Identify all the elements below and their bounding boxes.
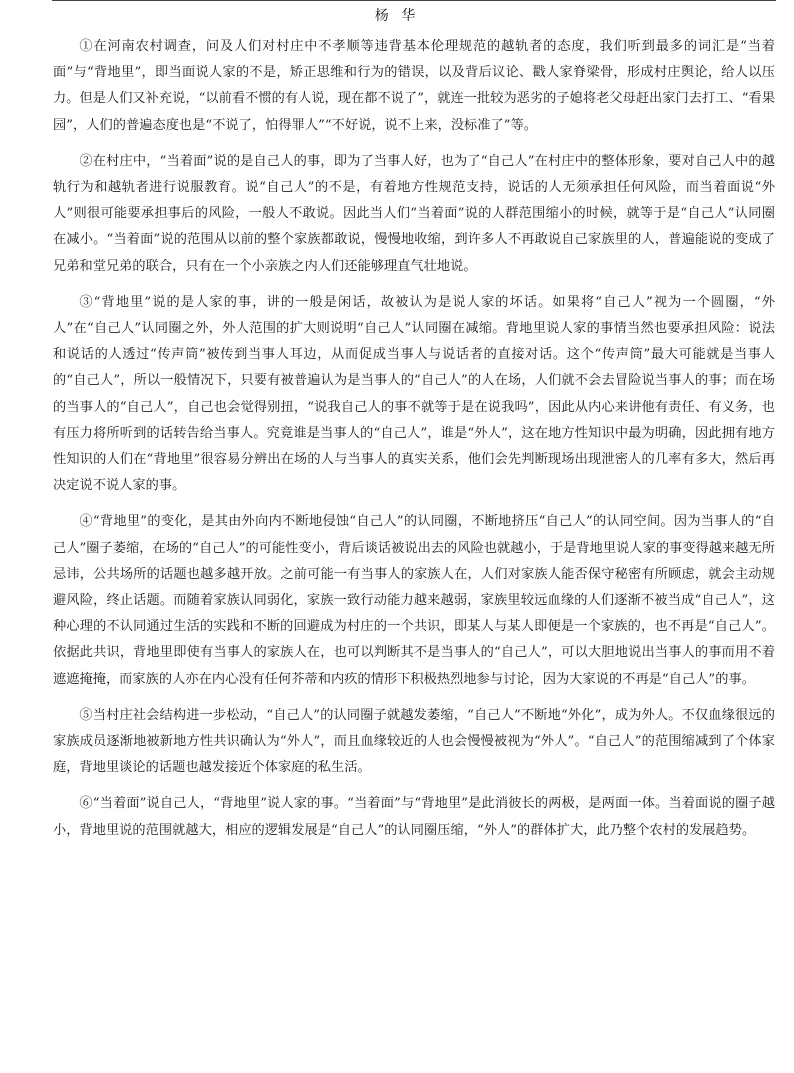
author-name: 杨 华 bbox=[374, 8, 420, 24]
paragraph-1: ①在河南农村调查，问及人们对村庄中不孝顺等违背基本伦理规范的越轨者的态度，我们听到最多的词汇是“当着面”与“背地里”，即当面说人家的不是，矫正思维和行为的错误，以及背后议论、戳人家脊梁骨，形成村庄舆论，给人以压力。但是人们又补充说，“以前看不惯的有人说，现在都不说了”，就连一批较为恶劣的子媳将老父母赶出家门去打工、“看果园”，人们的普遍态度也是“不说了，怕得罪人”“不好说，说不上来，没标准了”等。 bbox=[53, 39, 775, 133]
paragraph-4: ④“背地里”的变化，是其由外向内不断地侵蚀“自己人”的认同圈，不断地挤压“自己人”的认同空间。因为当事人的“自己人”圈子萎缩，在场的“自己人”的可能性变小，背后谈话被说出去的风险也就越小，于是背地里说人家的事变得越来越无所忌讳，公共场所的话题也越多越开放。之前可能一有当事人的家族人在，人们对家族人能否保守秘密有所顾虑，就会主动规避风险，终止话题。而随着家族认同弱化，家族一致行动能力越来越弱，家族里较远血缘的人们逐渐不被当成“自己人”，这种心理的不认同通过生活的实践和不断的回避成为村庄的一个共识，即某人与某人即便是一个家族的，也不再是“自己人”。依据此共识，背地里即使有当事人的家族人在，也可以判断其不是当事人的“自己人”，可以大胆地说出当事人的事而用不着遮遮掩掩，而家族的人亦在内心没有任何芥蒂和内疚的情形下积极热烈地参与讨论，因为大家说的不再是“自己人”的事。 bbox=[53, 514, 775, 687]
paragraph-2: ②在村庄中，“当着面”说的是自己人的事，即为了当事人好，也为了“自己人”在村庄中的整体形象，要对自己人中的越轨行为和越轨者进行说服教育。说“自己人”的不是，有着地方性规范支持，说话的人无须承担任何风险，而当着面说“外人”则很可能要承担事后的风险，一般人不敢说。因此当人们“当着面”说的人群范围缩小的时候，就等于是“自己人”认同圈在减小。“当着面”说的范围从以前的整个家族都敢说，慢慢地收缩，到许多人不再敢说自己家族里的人，普遍能说的变成了兄弟和堂兄弟的联合，只有在一个小亲族之内人们还能够理直气壮地说。 bbox=[53, 153, 775, 274]
paragraph-5: ⑤当村庄社会结构进一步松动，“自己人”的认同圈子就越发萎缩，“自己人”不断地“外化”，成为外人。不仅血缘很远的家族成员逐渐地被新地方性共识确认为“外人”，而且血缘较近的人也会慢慢被视为“外人”。“自己人”的范围缩减到了个体家庭，背地里谈论的话题也越发接近个体家庭的私生活。 bbox=[53, 707, 775, 776]
paragraph-3: ③“背地里”说的是人家的事，讲的一般是闲话，故被认为是说人家的坏话。如果将“自己人”视为一个圆圈，“外人”在“自己人”认同圈之外，外人范围的扩大则说明“自己人”认同圈在减缩。背地里说人家的事情当然也要承担风险：说法和说话的人透过“传声筒”被传到当事人耳边，从而促成当事人与说话者的直接对话。这个“传声筒”最大可能就是当事人的“自己人”，所以一般情况下，只要有被普遍认为是当事人的“自己人”的人在场，人们就不会去冒险说当事人的事；而在场的当事人的“自己人”，自己也会觉得别扭，“说我自己人的事不就等于是在说我吗”，因此从内心来讲他有责任、有义务，也有压力将所听到的话转告给当事人。究竟谁是当事人的“自己人”，谁是“外人”，这在地方性知识中最为明确，因此拥有地方性知识的人们在“背地里”很容易分辨出在场的人与当事人的真实关系，他们会先判断现场出现泄密人的几率有多大，然后再决定说不说人家的事。 bbox=[53, 294, 775, 494]
header-rule bbox=[52, 0, 776, 1]
paragraph-6: ⑥“当着面”说自己人，“背地里”说人家的事。“当着面”与“背地里”是此消彼长的两极，是两面一体。当着面说的圈子越小，背地里说的范围就越大，相应的逻辑发展是“自己人”的认同圈压缩，“外人”的群体扩大，此乃整个农村的发展趋势。 bbox=[53, 796, 775, 838]
article-body bbox=[53, 34, 775, 854]
